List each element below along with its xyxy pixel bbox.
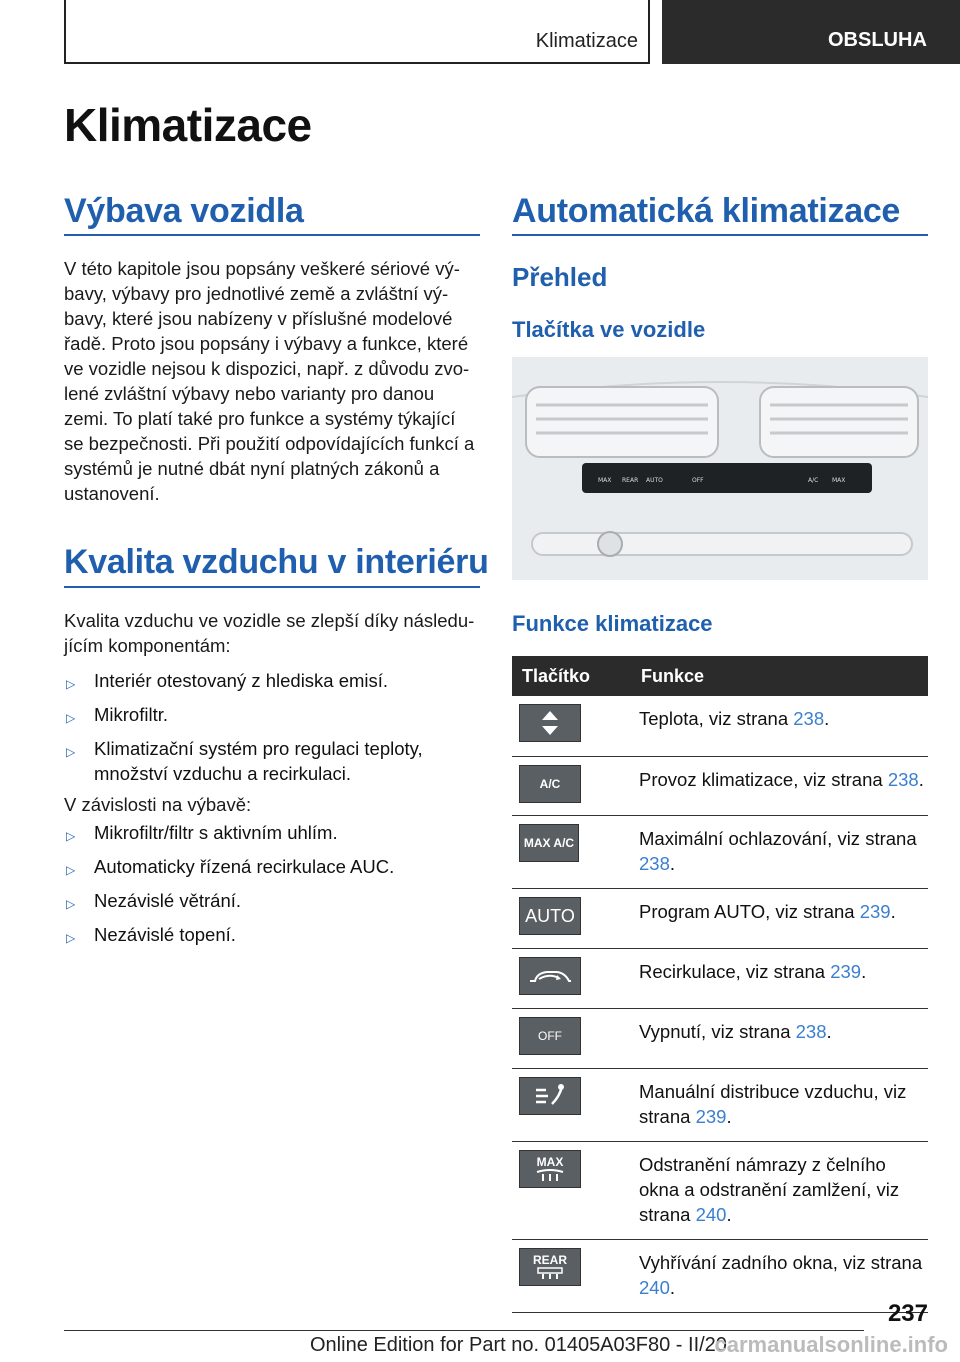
table-header-row [512,656,928,696]
auto-icon: AUTO [519,897,581,935]
list-item-text: Nezávislé topení. [94,924,236,945]
dashboard-illustration [512,357,928,580]
page-link[interactable]: 240 [695,1203,727,1225]
button-cell [512,948,631,1008]
table-row [512,1008,928,1068]
function-cell: Odstranění námrazy z čelního okna a odstranění zamlžení, viz strana 240. [631,1141,928,1239]
panel-label: REAR [622,477,639,484]
page-link[interactable]: 240 [639,1276,670,1298]
panel-label: AUTO [646,477,663,484]
page-link[interactable]: 238 [795,1020,827,1042]
text-line: bavy, které jsou nabízeny v příslušné modelové [64,308,453,329]
divider [512,234,928,236]
list-item-text: Interiér otestovaný z hlediska emisí. [94,670,389,691]
panel-label: MAX [832,477,846,484]
table-row [512,696,928,756]
column-header: Tlačítko [512,656,631,696]
header-tab [662,0,960,64]
text-line: Kvalita vzduchu ve vozidle se zlepší díky následu- [64,610,475,631]
footer-divider [64,1330,864,1331]
heading-overview: Přehled [512,262,608,292]
function-cell: Vypnutí, viz strana 238. [631,1008,928,1068]
climate-panel-photo [512,357,928,580]
text-line: V této kapitole jsou popsány veškeré sériové vý- [64,258,460,279]
triangle-bullet-icon: ▷ [66,897,76,911]
function-text: Manuální distribuce vzduchu, viz strana [639,1080,907,1127]
list-item-text: Mikrofiltr. [94,704,168,725]
max-ac-icon: MAX A/C [519,824,579,862]
icon-text: REAR [532,1252,567,1267]
heading-buttons: Tlačítka ve vozidle [512,317,706,342]
page-link[interactable]: 238 [639,852,670,874]
function-cell: Teplota, viz strana 238. [631,696,928,756]
function-cell: Maximální ochlazování, viz strana 238. [631,815,928,888]
button-cell [512,1068,631,1141]
text-line: jícím komponentám: [64,635,231,656]
table-row [512,756,928,815]
table-row [512,948,928,1008]
text-line: řadě. Proto jsou popsány i výbavy a funkce, které [64,333,469,354]
text-line: systémů je nutné dbát nyní platných zákonů a [64,458,440,479]
header-section: Klimatizace [535,30,638,52]
function-text: Recirkulace, viz strana [639,960,831,982]
rear-defrost-icon [519,1248,581,1286]
heading-auto-climate: Automatická klimatizace [512,192,901,230]
function-cell: Provoz klimatizace, viz strana 238. [631,756,928,815]
panel-label: A/C [808,477,819,484]
button-cell [512,815,631,888]
function-cell: Manuální distribuce vzduchu, viz strana 239. [631,1068,928,1141]
page-link[interactable]: 239 [859,900,891,922]
function-text: Maximální ochlazování, viz strana [639,827,917,849]
list-item [64,888,480,913]
list-item-text: Nezávislé větrání. [94,890,242,911]
air-distribution-icon [519,1077,581,1115]
divider [64,586,480,588]
table-row [512,888,928,948]
air-paragraph [64,608,484,658]
table-row [512,1141,928,1239]
table-row [512,1068,928,1141]
triangle-bullet-icon: ▷ [66,931,76,945]
off-icon: OFF [519,1017,581,1055]
table-row [512,1239,928,1312]
button-cell [512,1141,631,1239]
list-item-text: Klimatizační systém pro regulaci teploty, množství vzduchu a recirkulaci. [94,738,423,784]
text-line: lené zvláštní výbavy nebo varianty pro danou [64,383,435,404]
function-cell: Recirkulace, viz strana 239. [631,948,928,1008]
list-item [64,854,480,879]
heading-equipment: Výbava vozidla [64,192,304,230]
panel-label: MAX [598,477,612,484]
function-text: Odstranění námrazy z čelního okna a odstranění zamlžení, viz strana [639,1153,900,1225]
equipment-paragraph [64,256,484,506]
optional-list [64,820,480,956]
heading-air-quality: Kvalita vzduchu v interiéru [64,543,489,581]
dependency-text: V závislosti na výbavě: [64,794,252,815]
list-item [64,820,480,845]
icon-text: MAX [536,1154,564,1169]
function-text: Provoz klimatizace, viz strana [639,768,888,790]
temperature-arrows-icon [519,704,581,742]
page-link[interactable]: 239 [695,1105,727,1127]
header-tab-label: OBSLUHA [828,28,927,51]
page-link[interactable]: 239 [830,960,862,982]
list-item [64,736,480,786]
text-line: bavy, výbavy pro jednotlivé země a zvláštní vý- [64,283,449,304]
component-list [64,668,480,795]
function-cell: Vyhřívání zadního okna, viz strana 240. [631,1239,928,1312]
page-link[interactable]: 238 [793,708,825,729]
function-text: Program AUTO, viz strana [639,900,860,922]
page-link[interactable]: 238 [887,768,919,790]
button-cell [512,756,631,815]
text-line: zemi. To platí také pro funkce a systémy týkající [64,408,456,429]
triangle-bullet-icon: ▷ [66,863,76,877]
recirculation-icon [519,957,581,995]
list-item-text: Automaticky řízená recirkulace AUC. [94,856,395,877]
triangle-bullet-icon: ▷ [66,829,76,843]
function-text: Vypnutí, viz strana [639,1020,796,1042]
text-line: se bezpečnosti. Při použití odpovídajících funkcí a [64,433,475,454]
function-text: Teplota, viz strana [639,708,794,729]
page-title: Klimatizace [64,99,312,151]
functions-table [512,656,928,1313]
triangle-bullet-icon: ▷ [66,711,76,725]
function-cell: Program AUTO, viz strana 239. [631,888,928,948]
panel-label: OFF [692,477,704,484]
list-item [64,668,480,693]
page-number: 237 [887,1300,928,1327]
button-cell [512,1239,631,1312]
text-line: ve vozidle nejsou k dispozici, např. z důvodu zvo- [64,358,470,379]
triangle-bullet-icon: ▷ [66,745,76,759]
divider [64,234,480,236]
button-cell [512,888,631,948]
function-text: Vyhřívání zadního okna, viz strana [639,1251,923,1273]
footer-edition: Online Edition for Part no. 01405A03F80 - II/20 [310,1334,727,1356]
heading-functions: Funkce klimatizace [512,611,713,636]
button-cell [512,1008,631,1068]
list-item [64,922,480,947]
list-item [64,702,480,727]
text-line: ustanovení. [64,483,160,504]
ac-icon: A/C [519,765,581,803]
watermark: carmanualsonline.info [714,1332,948,1357]
button-cell [512,696,631,756]
list-item-text: Mikrofiltr/filtr s aktivním uhlím. [94,822,338,843]
table-row [512,815,928,888]
triangle-bullet-icon: ▷ [66,677,76,691]
max-defrost-icon [519,1150,581,1188]
column-header: Funkce [631,656,928,696]
